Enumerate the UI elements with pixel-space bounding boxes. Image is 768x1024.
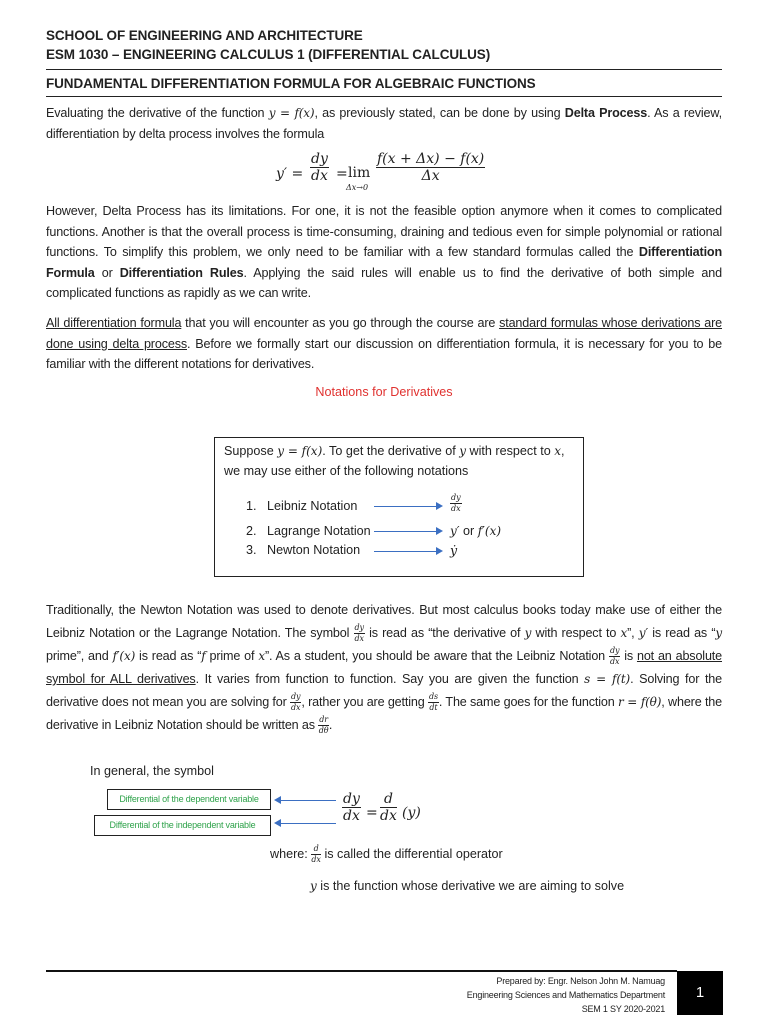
arrow-lagrange [374,531,436,532]
intro-paragraph: Evaluating the derivative of the function y = f(x), as previously stated, can be done by using Delta Process. As a review, differentiation by delta process involves the formula [46,106,723,141]
header-divider [46,69,722,70]
course-title: ESM 1030 – ENGINEERING CALCULUS 1 (DIFFERENTIAL CALCULUS) [46,47,491,62]
label-dependent-variable: Differential of the dependent variable [107,789,271,810]
arrow-newton [374,551,436,552]
notebox-intro-line2: we may use either of the following notations [224,464,469,478]
footer-divider [46,970,677,972]
general-intro: In general, the symbol [90,764,214,778]
leibniz-symbol: $\frac{dy}{dx}$ [451,493,461,513]
lagrange-symbol: y′ or f′(x) [450,524,502,538]
arrow-dependent [281,800,336,801]
arrow-leibniz [374,506,436,507]
arrow-independent [281,823,336,824]
notation-item-newton: 3. Newton Notation [246,543,361,557]
notation-item-leibniz: 1. Leibniz Notation [246,499,358,513]
school-name: SCHOOL OF ENGINEERING AND ARCHITECTURE [46,28,363,43]
arrow-dependent-head [274,796,281,804]
notation-item-lagrange: 2. Lagrange Notation [246,524,371,538]
section-divider [46,96,722,97]
footer-prepared-by: Prepared by: Engr. Nelson John M. Namuag [496,976,665,986]
arrow-independent-head [274,819,281,827]
notebox-intro: Suppose y = f(x). To get the derivative of y with respect to x, [224,444,565,458]
notation-explanation-paragraph: Traditionally, the Newton Notation was used to denote derivatives. But most calculus books today make use of either the Leibniz Notation or the Lagrange Notation. The symbol $\frac{dy}{dx}$ is read as “the derivative of y with respect to x”, y′ is read as “y prime”, and f′(x) is read as “f prime of x”. As a student, you should be aware that the Leibniz Notation $\frac{dy}{dx}$ is not an absolute symbol for ALL derivatives. It varies from function to function. Say you are given the function s = f(t). Solving for the derivative does not mean you are solving for $\frac{dy}{dx}$ , rather you are getting $\frac{ds}{dt}$ . The same goes for the function r = f(θ), where the derivative in Leibniz Notation should be written as $\frac{dr}{d\theta}$ . [46,603,723,736]
label-independent-variable: Differential of the independent variable [94,815,271,836]
where-operator-line: where: $\frac{d}{dx}$ is called the differential operator [270,844,503,864]
formula-paragraph: All differentiation formula that you will encounter as you go through the course are standard formulas whose derivations are done using delta process. Before we formally start our discussion on differentiation formula, it is necessary for you to be familiar with the different notations for derivatives. [46,316,722,371]
where-function-line: y is the function whose derivative we are aiming to solve [310,879,625,893]
page-number: 1 [677,971,723,1015]
footer-semester: SEM 1 SY 2020-2021 [581,1004,665,1014]
limitations-paragraph: However, Delta Process has its limitations. For one, it is not the feasible option anymore when it comes to complicated functions. Another is that the overall process is time-consuming, draining and tedious even for simple polynomial or rational functions. To simplify this problem, we only need to be familiar with a few standard formulas called the Differentiation Formula or Differentiation Rules. Applying the said rules will enable us to find the derivative of both simple and complicated functions as rapidly as we can write. [46,204,722,300]
arrow-lagrange-head [436,527,443,535]
notations-heading: Notations for Derivatives [315,385,453,399]
newton-symbol: ẏ [450,543,458,558]
footer-department: Engineering Sciences and Mathematics Department [466,990,665,1000]
differential-equation: $\frac{dy}{dx}$ = $\frac{d}{dx}$ (y) [343,791,421,824]
arrow-newton-head [436,547,443,555]
notations-box [214,437,584,577]
section-title: FUNDAMENTAL DIFFERENTIATION FORMULA FOR ALGEBRAIC FUNCTIONS [46,76,536,91]
arrow-leibniz-head [436,502,443,510]
delta-process-formula: y′ = $\frac{dy}{dx}$ = lim Δx→0 $\frac{f(x + \Delta x) - f(x)}{\Delta x}$ [276,151,485,192]
